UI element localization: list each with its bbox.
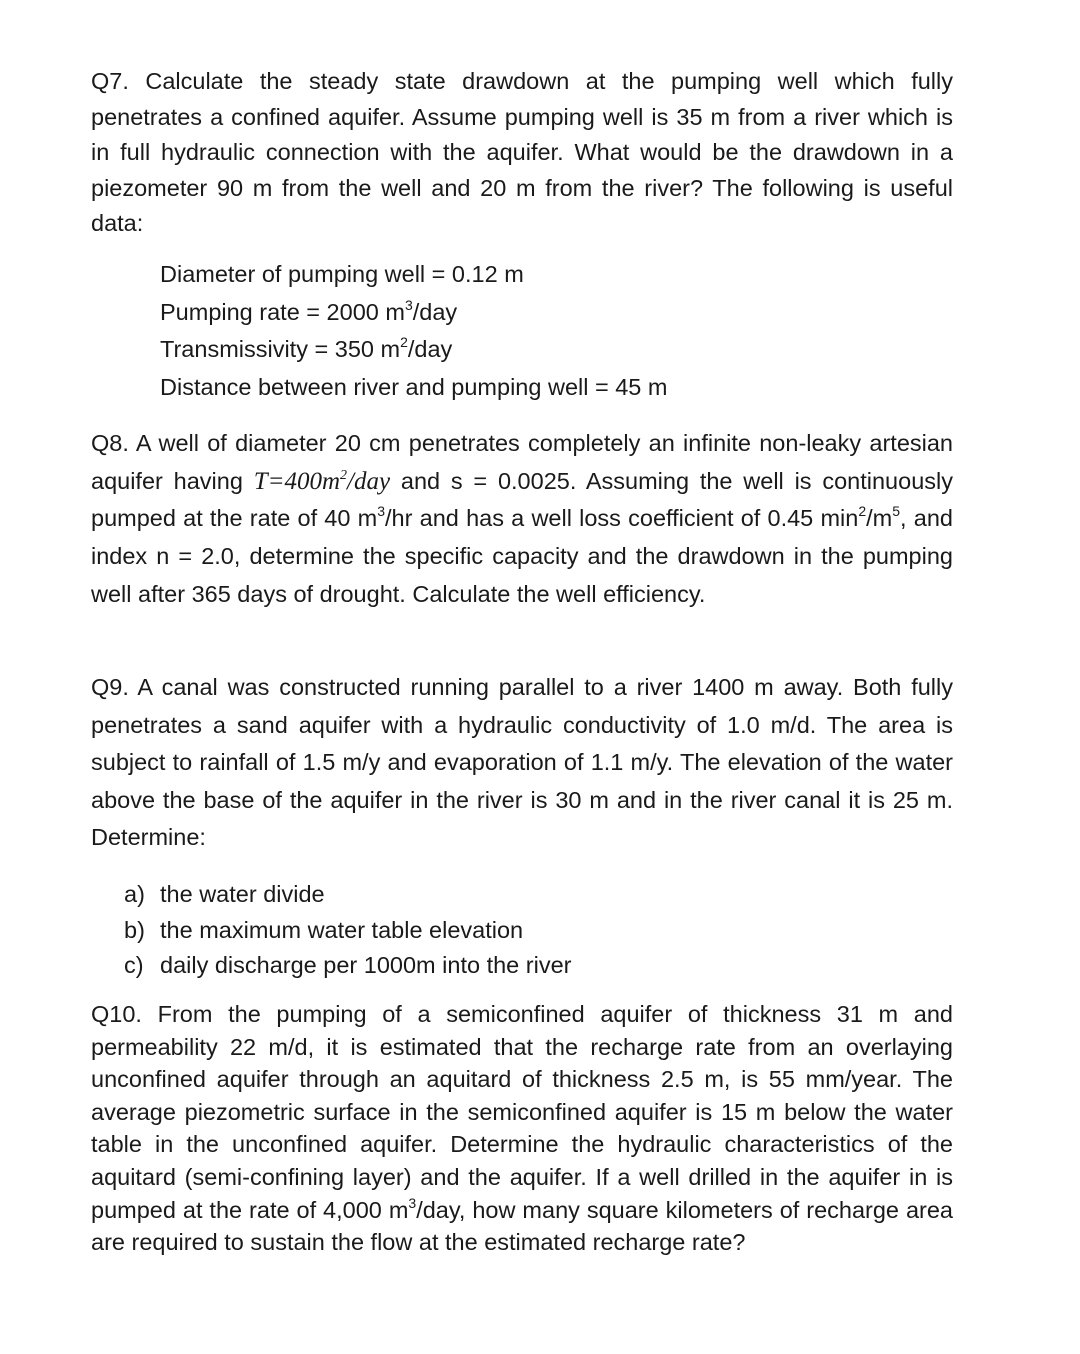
question-7-data-list xyxy=(160,256,667,406)
question-10: Q10. From the pumping of a semiconfined aquifer of thickness 31 m and permeability 22 m/d, it is estimated that the recharge rate from an overlaying unconfined aquifer through an aquitard of thickness 2.5 m, is 55 mm/year. The average piezometric surface in the semiconfined aquifer is 15 m below the water table in the unconfined aquifer. Determine the hydraulic characteristics of the aquitard (semi-confining layer) and the aquifer. If a well drilled in the aquifer in is pumped at the rate of 4,000 $m^3$/day, how many square kilometers of recharge area are required to sustain the flow at the estimated recharge rate? xyxy=(91,1001,953,1256)
list-item: b) the maximum water table elevation xyxy=(124,916,524,943)
list-item: c) daily discharge per 1000m into the river xyxy=(124,952,572,978)
question-8: Q8. A well of diameter 20 cm penetrates completely an infinite non-leaky artesian aquifer having $T=400m^2$/day and s = 0.0025. Assuming the well is continuously pumped at the rate of 40 $m^3/hr$ and has a well loss coefficient of 0.45 $\min^2/m^5$, and index n = 2.0, determine the specific capacity and the drawdown in the pumping well after 365 days of drought. Calculate the well efficiency. xyxy=(91,430,953,607)
question-9 xyxy=(91,669,953,857)
question-7 xyxy=(91,64,953,242)
data-pumping-rate: Pumping rate = 2000 $m^3$/day xyxy=(160,296,458,325)
list-item: a) the water divide xyxy=(124,881,325,907)
data-distance: Distance between river and pumping well = 45 m xyxy=(160,373,668,400)
data-transmissivity: Transmissivity = 350 $m^2$/day xyxy=(160,334,453,362)
question-9-text: Q9. A canal was constructed running parallel to a river 1400 m away. Both fully penetrates a sand aquifer with a hydraulic conductivity of 1.0 m/d. The area is subject to rainfall of 1.5 m/y and evaporation of 1.1 m/y. The elevation of the water above the base of the aquifer in the river is 30 m and in the river canal it is 25 m. Determine: xyxy=(91,674,953,850)
question-9-parts xyxy=(124,877,571,984)
data-diameter: Diameter of pumping well = 0.12 m xyxy=(160,261,524,287)
transmissivity-formula: $T=400m^2$/day xyxy=(253,467,391,495)
question-7-text: Q7. Calculate the steady state drawdown at the pumping well which fully penetrates a confined aquifer. Assume pumping well is 35 m from a river which is in full hydraulic connection with the aquifer. What would be the drawdown in a piezometer 90 m from the well and 20 m from the river? The following is useful data: xyxy=(91,68,953,236)
